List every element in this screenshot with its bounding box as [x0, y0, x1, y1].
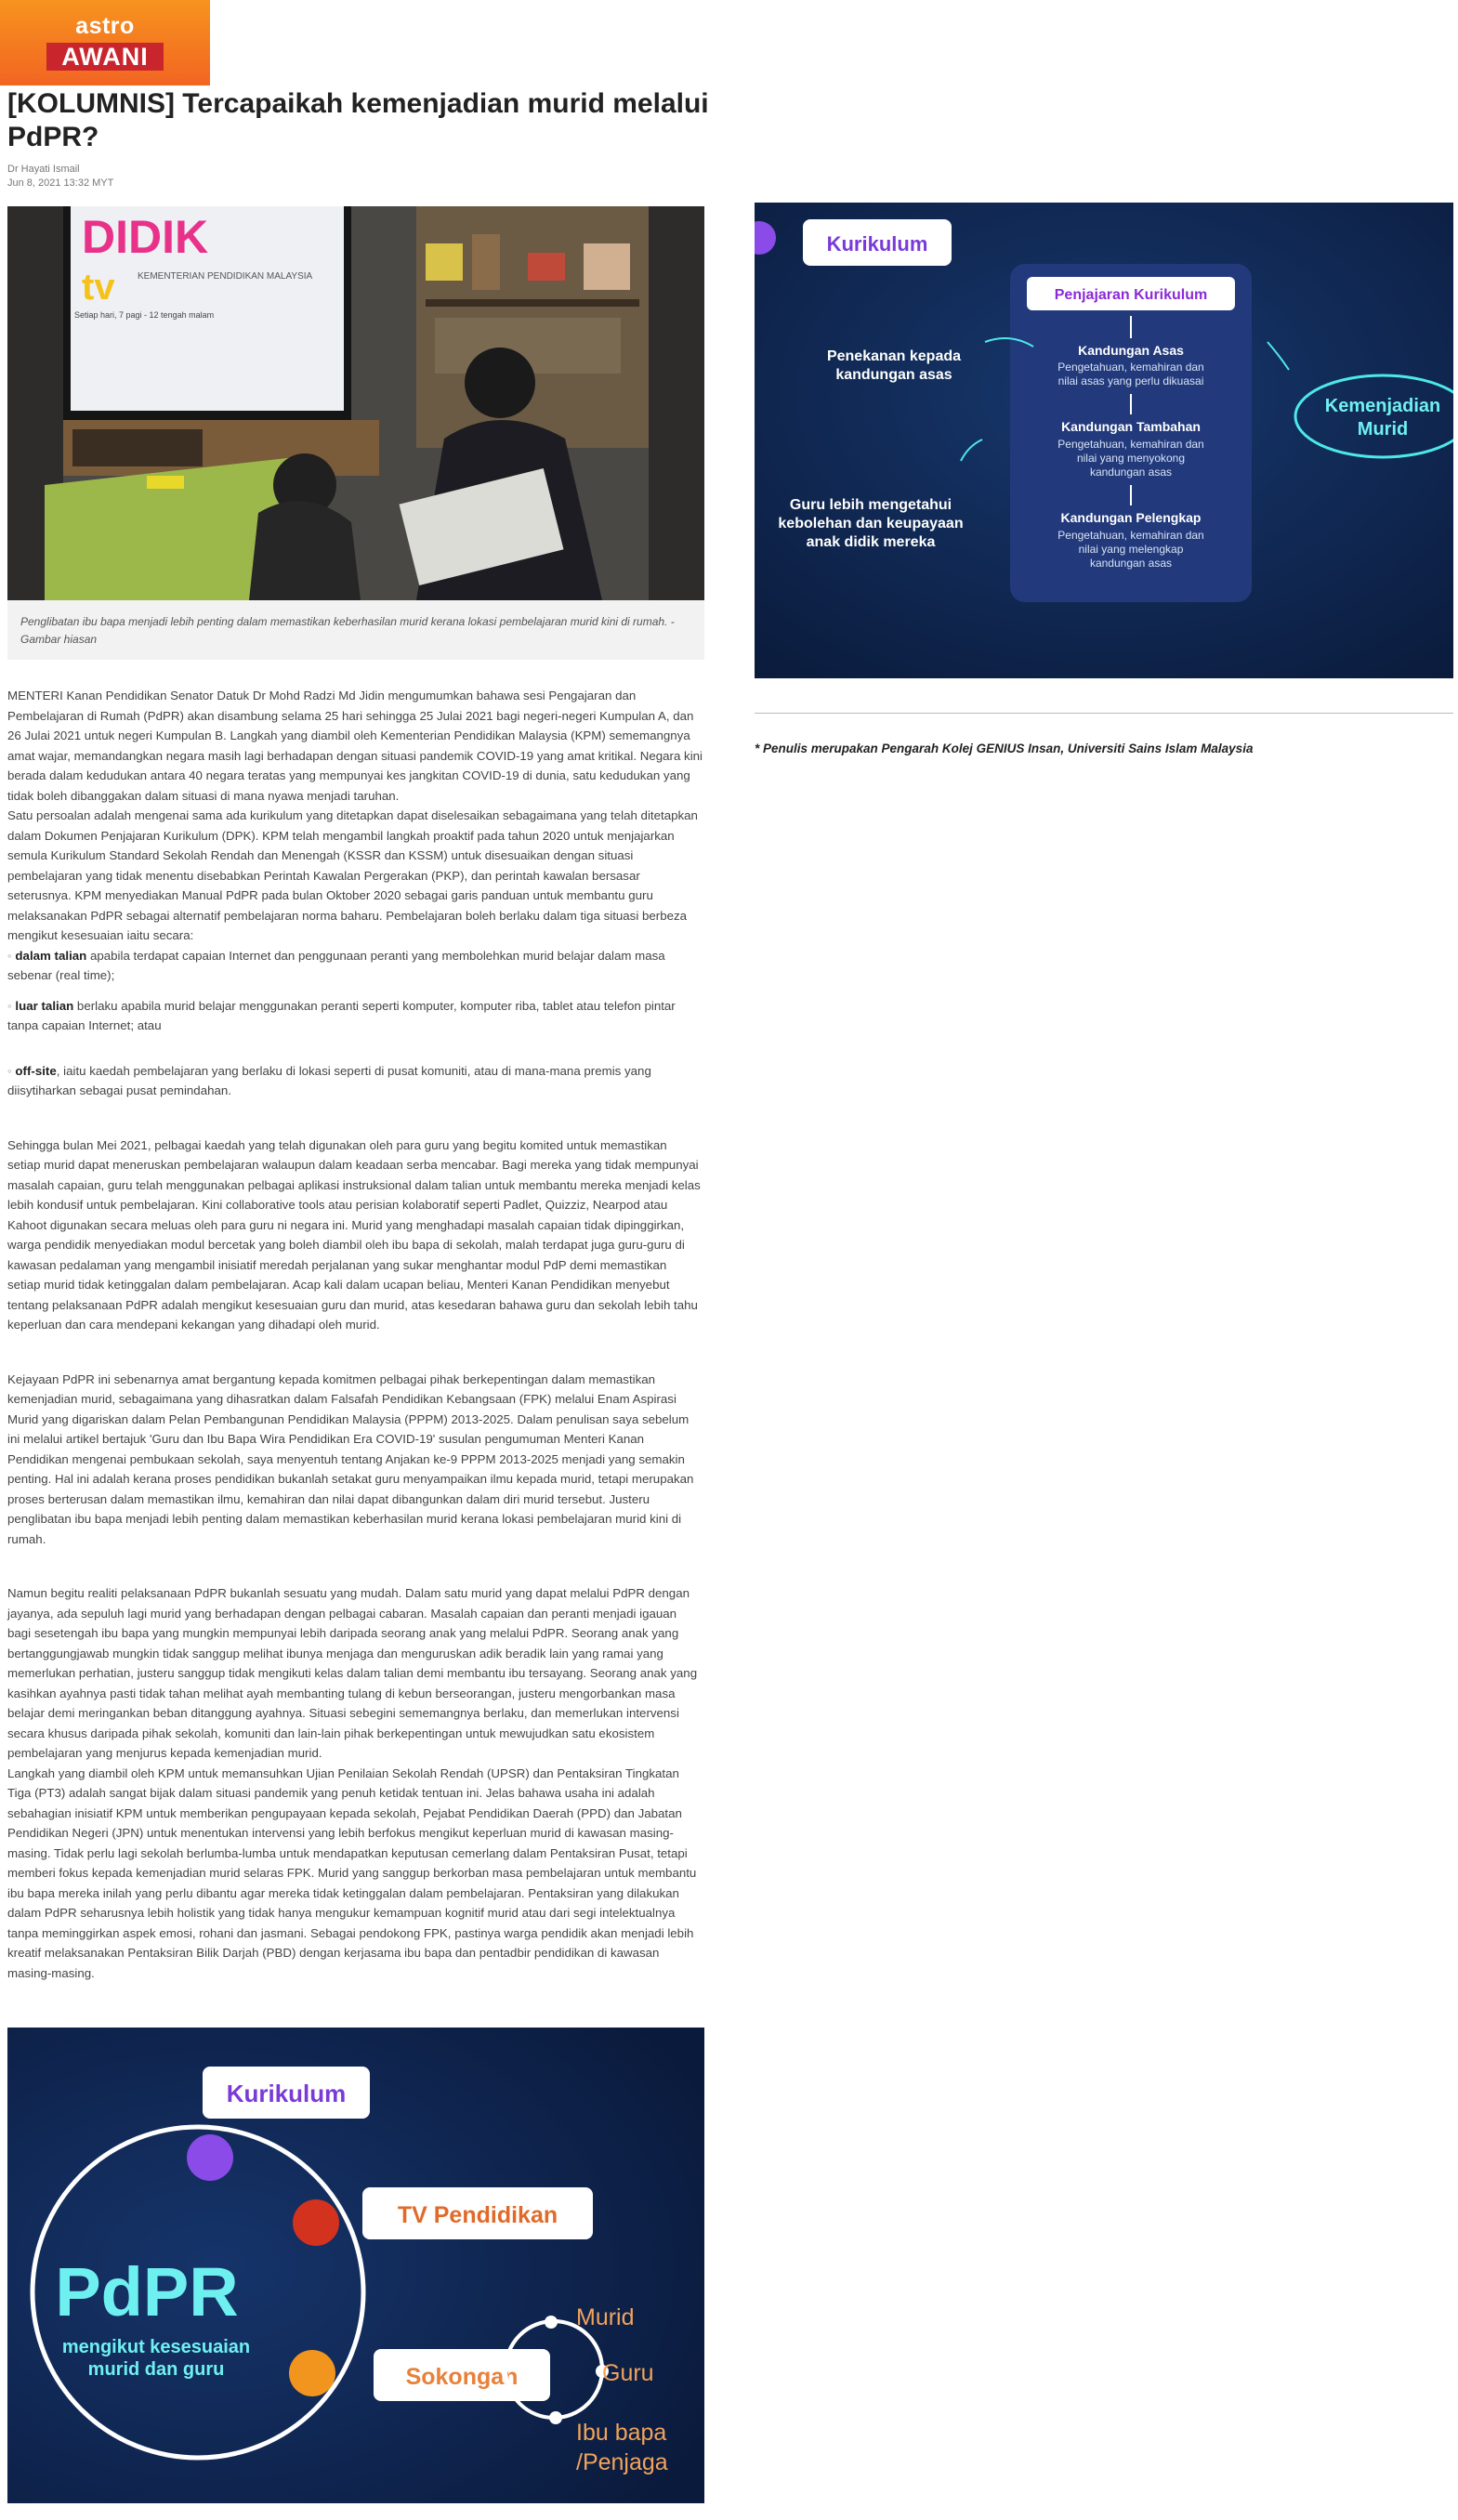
article-paragraph: Namun begitu realiti pelaksanaan PdPR bukanlah sesuatu yang mudah. Dalam satu murid yang dapat melalui PdPR dengan jayanya, ada sepuluh lagi murid yang berhadapan dengan pelbagai cabaran. Masalah capaian dan peranti menjadi igauan bagi sesetengah ibu bapa yang mungkin mempunyai lebih daripada seorang anak yang melalui PdPR. Seorang anak yang bertanggungjawab mungkin tidak sanggup melihat ibunya menjaga dan menguruskan adik beradik lain yang ramai yang memerlukan perhatian, justeru sanggup tidak mengikuti kelas dalam talian demi membantu ibu tersayang. Seorang anak yang kasihkan ayahnya pasti tidak tahan melihat ayah membanting tulang di kebun berseorangan, justeru mengorbankan masa belajar demi meringankan beban ditanggung ayahnya. Situasi sebegini sememangnya berlaku, dan memerlukan intervensi secara khusus daripada pihak sekolah, komuniti dan lain-lain pihak berkepentingan untuk mewujudkan satu ekosistem pembelajaran yang menjurus kepada kemenjadian murid.	[7, 1586, 698, 1760]
list-item	[7, 1061, 703, 1101]
kurikulum-infographic	[755, 203, 1453, 678]
branch-guru: Guru	[602, 2360, 654, 2386]
author-name[interactable]: Dr Hayati Ismail	[7, 164, 80, 175]
branch-ibu-bapa: Ibu bapa	[576, 2420, 667, 2446]
k1-line1: Pengetahuan, kemahiran dan	[1057, 361, 1204, 374]
divider	[755, 713, 1453, 714]
k2-line2: nilai yang menyokong	[1076, 452, 1186, 465]
left-bot-line3: anak didik mereka	[806, 534, 936, 550]
penjajaran-header: Penjajaran Kurikulum	[1054, 287, 1208, 303]
k1-title: Kandungan Asas	[1078, 343, 1184, 358]
article-paragraph: MENTERI Kanan Pendidikan Senator Datuk Dr Mohd Radzi Md Jidin mengumumkan bahawa sesi Pengajaran dan Pembelajaran di Rumah (PdPR) akan disambung selama 25 hari sehingga 25 Julai 2021 bagi negeri-negeri Kumpulan A, dan 26 Julai 2021 untuk negeri Kumpulan B. Langkah yang diambil oleh Kementerian Pendidikan Malaysia (KPM) sememangnya amat wajar, memandangkan negara masih lagi berhadapan dengan situasi pandemik COVID-19 yang amat kritikal. Negara kini berada dalam kedudukan antara 40 negara teratas yang mempunyai kes jangkitan COVID-19 di dunia, satu kedudukan yang tidak boleh dibanggakan dalam situasi di mana nyawa menjadi taruhan.	[7, 689, 703, 803]
kurikulum-infographic-svg	[755, 203, 1453, 678]
list-item	[7, 996, 703, 1036]
article-paragraph: Satu persoalan adalah mengenai sama ada kurikulum yang ditetapkan dapat diselesaikan sebagaimana yang telah ditetapkan dalam Dokumen Penjajaran Kurikulum (DPK). KPM telah mengambil langkah proaktif pada tahun 2020 untuk menjajarkan semula Kurikulum Standard Sekolah Rendah dan Menengah (KSSR dan KSSM) untuk disesuaikan dengan situasi pembelajaran yang tidak menentu disebabkan Perintah Kawalan Pergerakan (PKP), dan perintah kawalan bersasar seterusnya. KPM menyediakan Manual PdPR pada bulan Oktober 2020 sebagai garis panduan untuk membantu guru melaksanakan PdPR sebagai alternatif pembelajaran norma baharu. Pembelajaran boleh berlaku dalam tiga situasi berbeza mengikut kesesuaian iaitu secara:	[7, 808, 698, 942]
branch-dot-icon	[545, 2316, 558, 2329]
photo-caption-box	[7, 600, 704, 660]
list-item-text: berlaku apabila murid belajar menggunakan peranti seperti komputer, komputer riba, tablet atau telefon pintar tanpa capaian Internet; atau	[7, 998, 676, 1032]
sokongan-label: Sokongan	[405, 2364, 519, 2390]
photo-caption: Penglibatan ibu bapa menjadi lebih penting dalam memastikan keberhasilan murid kerana lokasi pembelajaran murid kini di rumah. - Gambar hiasan	[20, 615, 675, 646]
left-top-line1: Penekanan kepada	[826, 348, 962, 364]
list-item-term: dalam talian	[15, 948, 87, 963]
k1-line2: nilai asas yang perlu dikuasai	[1057, 374, 1204, 387]
article-photo	[7, 206, 704, 600]
list-item-text: , iaitu kaedah pembelajaran yang berlaku di lokasi seperti di pusat komuniti, atau di mana-mana premis yang diisytiharkan sebagai pusat pemindahan.	[7, 1063, 651, 1097]
bullet-icon: ◦	[7, 1063, 16, 1078]
logo-line-awani: AWANI	[46, 43, 164, 71]
list-item-term: off-site	[15, 1063, 57, 1078]
pdpr-center-title: PdPR	[55, 2253, 239, 2330]
k3-line2: nilai yang melengkap	[1078, 543, 1184, 556]
k2-title: Kandungan Tambahan	[1061, 419, 1201, 434]
k3-line1: Pengetahuan, kemahiran dan	[1057, 529, 1204, 542]
author-note: * Penulis merupakan Pengarah Kolej GENIUS Insan, Universiti Sains Islam Malaysia	[755, 742, 1254, 755]
astro-awani-logo[interactable]	[0, 0, 210, 85]
tv-pendidikan-label: TV Pendidikan	[397, 2202, 558, 2228]
k2-line1: Pengetahuan, kemahiran dan	[1057, 438, 1204, 451]
pdpr-infographic	[7, 2028, 704, 2503]
branch-dot-icon	[549, 2411, 562, 2424]
logo-line-astro: astro	[75, 13, 135, 39]
orange-dot-icon	[289, 2350, 335, 2396]
tv-didik-logo: DIDIK	[82, 211, 209, 263]
k3-title: Kandungan Pelengkap	[1060, 510, 1202, 525]
pdpr-sub-1: mengikut kesesuaian	[61, 2337, 251, 2357]
tv-ministry-text: KEMENTERIAN PENDIDIKAN MALAYSIA	[138, 271, 313, 282]
tv-schedule-text: Setiap hari, 7 pagi - 12 tengah malam	[74, 310, 215, 320]
list-item-text: apabila terdapat capaian Internet dan penggunaan peranti yang membolehkan murid belajar dalam masa sebenar (real time);	[7, 948, 665, 982]
article-paragraph: Sehingga bulan Mei 2021, pelbagai kaedah yang telah digunakan oleh para guru yang begitu komited untuk memastikan setiap murid dapat meneruskan pembelajaran walaupun dalam keadaan serba mencabar. Bagi mereka yang tidak mempunyai masalah capaian, guru telah menggunakan pelbagai aplikasi instruksional dalam talian untuk membantu mereka menjadi kelas lebih kondusif untuk pembelajaran. Kini collaborative tools atau perisian kolaboratif seperti Padlet, Quizziz, Nearpod atau Kahoot digunakan secara meluas oleh para guru ni negara ini. Murid yang menghadapi masalah capaian tidak dipinggirkan, warga pendidik menyediakan modul bercetak yang boleh diambil oleh ibu bapa di sekolah, malah terdapat juga guru-guru di kawasan pedalaman yang mengambil inisiatif meredah perjalanan yang sukar menghantar modul PdP demi memastikan setiap murid tidak ketinggalan dalam pembelajaran. Acap kali dalam ucapan beliau, Menteri Kanan Pendidikan menyebut tentang pelaksanaan PdPR adalah mengikut kesesuaian guru dan murid, atas kesedaran bahawa guru dan sekolah lebih tahu keperluan dan cara mendepani kekangan yang dihadapi oleh murid.	[7, 1137, 701, 1332]
article-paragraph: Kejayaan PdPR ini sebenarnya amat bergantung kepada komitmen pelbagai pihak berkepentingan dalam memastikan kemenjadian murid, sebagaimana yang dihasratkan dalam Falsafah Pendidikan Kebangsaan (FPK) melalui Enam Aspirasi Murid yang digariskan dalam Pelan Pembangunan Pendidikan Malaysia (PPPM) 2013-2025. Dalam penulisan saya sebelum ini melalui artikel bertajuk 'Guru dan Ibu Bapa Wira Pendidikan Era COVID-19' susulan pengumuman Menteri Kanan Pendidikan mengenai pembukaan sekolah, saya menyentuh tentang Anjakan ke-9 PPPM 2013-2025 menjadi yang semakin penting. Hal ini adalah kerana proses pendidikan bukanlah setakat guru menyampaikan ilmu kepada murid, tetapi merupakan proses berterusan dalam memastikan ilmu, kemahiran dan nilai dapat dibangunkan dalam diri murid tersebut. Justeru penglibatan ibu bapa menjadi lebih penting dalam memastikan keberhasilan murid kerana lokasi pembelajaran murid kini di rumah.	[7, 1372, 694, 1546]
kurikulum-label: Kurikulum	[826, 232, 928, 256]
red-dot-icon	[293, 2199, 339, 2246]
purple-dot-icon	[187, 2134, 233, 2181]
pdpr-infographic-svg	[7, 2028, 704, 2503]
branch-murid: Murid	[576, 2304, 635, 2330]
list-item-term: luar talian	[15, 998, 74, 1013]
result-line2: Murid	[1357, 419, 1409, 440]
byline	[7, 163, 113, 190]
pdpr-sub-2: murid dan guru	[87, 2359, 225, 2380]
article-body	[7, 686, 703, 1983]
branch-penjaga: /Penjaga	[576, 2449, 668, 2475]
article-title: [KOLUMNIS] Tercapaikah kemenjadian murid melalui PdPR?	[7, 88, 709, 152]
tv-logo-sub: tv	[82, 267, 115, 308]
photo-illustration	[7, 206, 704, 600]
left-top-line2: kandungan asas	[835, 367, 952, 383]
k2-line3: kandungan asas	[1089, 466, 1173, 479]
kurikulum-label: Kurikulum	[226, 2080, 347, 2107]
list-item	[7, 946, 703, 986]
left-bot-line1: Guru lebih mengetahui	[789, 497, 952, 513]
publish-date: Jun 8, 2021 13:32 MYT	[7, 177, 114, 189]
left-bot-line2: kebolehan dan keupayaan	[778, 516, 964, 532]
bullet-icon: ◦	[7, 948, 16, 963]
bullet-icon: ◦	[7, 998, 16, 1013]
k3-line3: kandungan asas	[1089, 557, 1173, 570]
article-paragraph: Langkah yang diambil oleh KPM untuk memansuhkan Ujian Penilaian Sekolah Rendah (UPSR) dan Pentaksiran Tingkatan Tiga (PT3) adalah sangat bijak dalam situasi pandemik yang penuh ketidak tentuan ini. Jelas bahawa usaha ini adalah sebahagian inisiatif KPM untuk memberikan pengupayaan kepada sekolah, Pejabat Pendidikan Daerah (PPD) dan Jabatan Pendidikan Negeri (JPN) untuk menentukan intervensi yang lebih berfokus mengikut keperluan murid di kawasan masing-masing. Tidak perlu lagi sekolah berlumba-lumba untuk mendapatkan keputusan cemerlang dalam Pentaksiran Pusat, tetapi memberi fokus kepada kemenjadian murid selaras FPK. Murid yang sanggup berkorban masa pembelajaran untuk membantu ibu bapa mereka inilah yang perlu dibantu agar mereka tidak ketinggalan dalam pembelajaran. Pentaksiran yang dilakukan dalam PdPR seharusnya lebih holistik yang tidak hanya mengukur kemampuan kognitif murid atau dari segi intelektualnya tanpa meminggirkan aspek emosi, rohani dan jasmani. Sebagai pendokong FPK, pastinya warga pendidik akan menjadi lebih kreatif melaksanakan Pentaksiran Bilik Darjah (PBD) dengan kerjasama ibu bapa dan pentadbir pendidikan di kawasan masing-masing.	[7, 1765, 697, 1980]
result-line1: Kemenjadian	[1324, 396, 1441, 416]
